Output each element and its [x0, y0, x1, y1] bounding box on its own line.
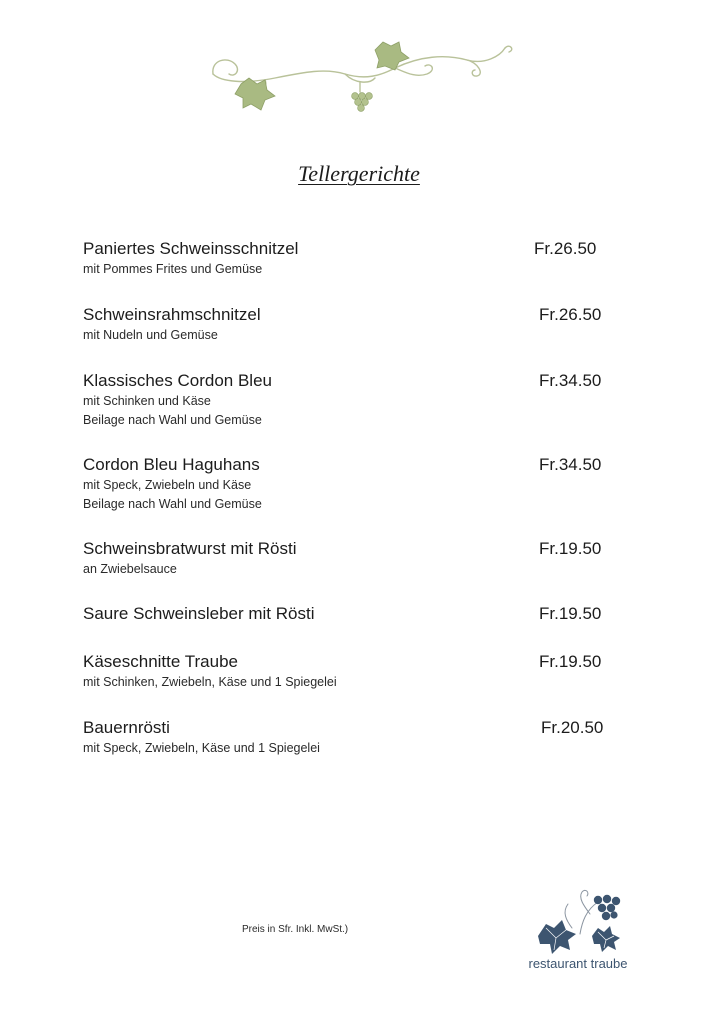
grape-leaf-logo-icon: [532, 884, 632, 956]
menu-item-description: Beilage nach Wahl und Gemüse: [83, 413, 262, 427]
menu-item-price: Fr.19.50: [539, 604, 602, 623]
menu-item: [83, 238, 613, 279]
menu-item-description: mit Schinken, Zwiebeln, Käse und 1 Spiegelei: [83, 675, 337, 689]
logo-text: restaurant traube: [528, 956, 628, 971]
menu-item-description: an Zwiebelsauce: [83, 562, 177, 576]
menu-item: [83, 304, 613, 345]
menu-item-description: mit Schinken und Käse: [83, 394, 211, 408]
grapevine-ornament-icon: [205, 38, 515, 122]
price-note: Preis in Sfr. Inkl. MwSt.): [242, 924, 349, 935]
menu-item-description: mit Speck, Zwiebeln, Käse und 1 Spiegelei: [83, 741, 320, 755]
menu-item-description: mit Nudeln und Gemüse: [83, 328, 218, 342]
menu-item-name: Käseschnitte Traube: [83, 652, 238, 671]
menu-item: [83, 603, 613, 625]
menu-item: [83, 717, 613, 758]
menu-item-name: Bauernrösti: [83, 718, 170, 737]
menu-item-description: mit Speck, Zwiebeln und Käse: [83, 478, 252, 492]
menu-item-price: Fr.34.50: [539, 371, 602, 390]
menu-item: [83, 370, 613, 430]
menu-item-name: Schweinsbratwurst mit Rösti: [83, 539, 297, 558]
menu-item: [83, 454, 613, 514]
menu-item-name: Schweinsrahmschnitzel: [83, 305, 261, 324]
menu-item-price: Fr.26.50: [534, 239, 597, 258]
menu-item-name: Klassisches Cordon Bleu: [83, 371, 272, 390]
page-title: Tellergerichte: [298, 161, 420, 186]
menu-item-price: Fr.19.50: [539, 652, 602, 671]
menu-item-name: Cordon Bleu Haguhans: [83, 455, 260, 474]
menu-item-price: Fr.20.50: [541, 718, 604, 737]
menu-item-description: mit Pommes Frites und Gemüse: [83, 262, 263, 276]
menu-item-price: Fr.26.50: [539, 305, 602, 324]
menu-item-name: Paniertes Schweinsschnitzel: [83, 239, 299, 258]
menu-item-price: Fr.19.50: [539, 539, 602, 558]
restaurant-logo: [508, 884, 648, 976]
menu-item-price: Fr.34.50: [539, 455, 602, 474]
menu-item: [83, 651, 613, 692]
menu-item-description: Beilage nach Wahl und Gemüse: [83, 497, 262, 511]
menu-item-name: Saure Schweinsleber mit Rösti: [83, 604, 315, 623]
menu-item: [83, 538, 613, 579]
